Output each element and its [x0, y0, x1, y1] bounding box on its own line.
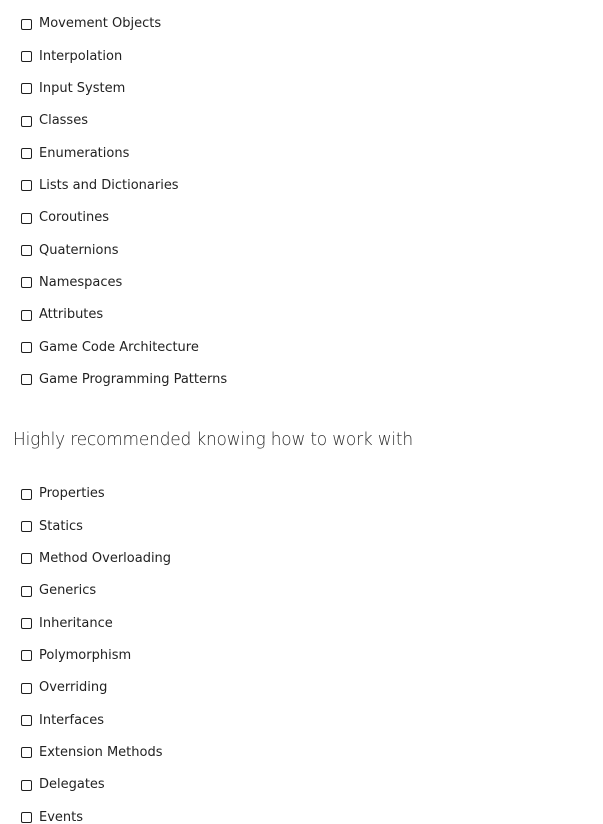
- checkbox[interactable]: [21, 715, 32, 726]
- checklist-item-label: Namespaces: [39, 274, 123, 290]
- checkbox[interactable]: [21, 180, 32, 191]
- checkbox[interactable]: [21, 213, 32, 224]
- checklist-item[interactable]: [21, 8, 227, 40]
- checklist-item-label: Events: [39, 809, 84, 824]
- checklist-item[interactable]: [21, 769, 171, 801]
- checklist-item[interactable]: [21, 672, 171, 704]
- checklist-item[interactable]: [21, 267, 227, 299]
- checkbox[interactable]: [21, 812, 32, 823]
- checklist-item[interactable]: [21, 607, 171, 639]
- checklist-item-label: Coroutines: [39, 210, 110, 226]
- checklist-item[interactable]: [21, 105, 227, 137]
- checklist-item-label: Extension Methods: [39, 744, 163, 760]
- checklist-item-label: Game Code Architecture: [39, 339, 199, 355]
- checkbox[interactable]: [21, 618, 32, 629]
- checkbox[interactable]: [21, 148, 32, 159]
- checklist-item[interactable]: [21, 364, 227, 396]
- checklist-item[interactable]: [21, 575, 171, 607]
- checklist-item-label: Interpolation: [39, 48, 123, 64]
- checklist-item-label: Quaternions: [39, 242, 119, 258]
- checkbox[interactable]: [21, 19, 32, 30]
- checklist-item[interactable]: [21, 801, 171, 824]
- checklist-item[interactable]: [21, 137, 227, 169]
- checklist-item[interactable]: [21, 704, 171, 736]
- checkbox[interactable]: [21, 586, 32, 597]
- checklist-item-label: Properties: [39, 486, 105, 502]
- checkbox[interactable]: [21, 489, 32, 500]
- checkbox[interactable]: [21, 116, 32, 127]
- checklist-item[interactable]: [21, 234, 227, 266]
- checklist-item-label: Method Overloading: [39, 550, 172, 566]
- checklist-item-label: Generics: [39, 583, 97, 599]
- checklist-item[interactable]: [21, 737, 171, 769]
- checkbox[interactable]: [21, 780, 32, 791]
- checklist-item-label: Classes: [39, 113, 88, 129]
- checklist-item-label: Movement Objects: [39, 16, 162, 32]
- checkbox[interactable]: [21, 747, 32, 758]
- checklist-item-label: Statics: [39, 518, 83, 534]
- checkbox[interactable]: [21, 342, 32, 353]
- checklist-item[interactable]: [21, 299, 227, 331]
- checklist-top: [21, 8, 227, 396]
- checklist-item-label: Attributes: [39, 307, 104, 323]
- checklist-item-label: Enumerations: [39, 145, 130, 161]
- checklist-bottom: [21, 478, 171, 824]
- checklist-item[interactable]: [21, 543, 171, 575]
- checkbox[interactable]: [21, 310, 32, 321]
- checklist-item[interactable]: [21, 478, 171, 510]
- checkbox[interactable]: [21, 553, 32, 564]
- checkbox[interactable]: [21, 277, 32, 288]
- checkbox[interactable]: [21, 521, 32, 532]
- checklist-item-label: Input System: [39, 80, 126, 96]
- checkbox[interactable]: [21, 245, 32, 256]
- checklist-item[interactable]: [21, 170, 227, 202]
- checkbox[interactable]: [21, 650, 32, 661]
- section-heading: Highly recommended knowing how to work with: [13, 430, 413, 450]
- checklist-item-label: Lists and Dictionaries: [39, 177, 179, 193]
- checklist-item-label: Interfaces: [39, 712, 104, 728]
- checklist-item[interactable]: [21, 40, 227, 72]
- checklist-item[interactable]: [21, 510, 171, 542]
- checklist-item-label: Game Programming Patterns: [39, 371, 228, 387]
- checklist-item-label: Delegates: [39, 777, 105, 793]
- checklist-item-label: Polymorphism: [39, 647, 132, 663]
- checklist-item[interactable]: [21, 640, 171, 672]
- checklist-item[interactable]: [21, 202, 227, 234]
- checkbox[interactable]: [21, 683, 32, 694]
- checkbox[interactable]: [21, 83, 32, 94]
- checklist-item-label: Inheritance: [39, 615, 113, 631]
- checklist-item-label: Overriding: [39, 680, 108, 696]
- checkbox[interactable]: [21, 51, 32, 62]
- checkbox[interactable]: [21, 374, 32, 385]
- checklist-item[interactable]: [21, 331, 227, 363]
- checklist-item[interactable]: [21, 73, 227, 105]
